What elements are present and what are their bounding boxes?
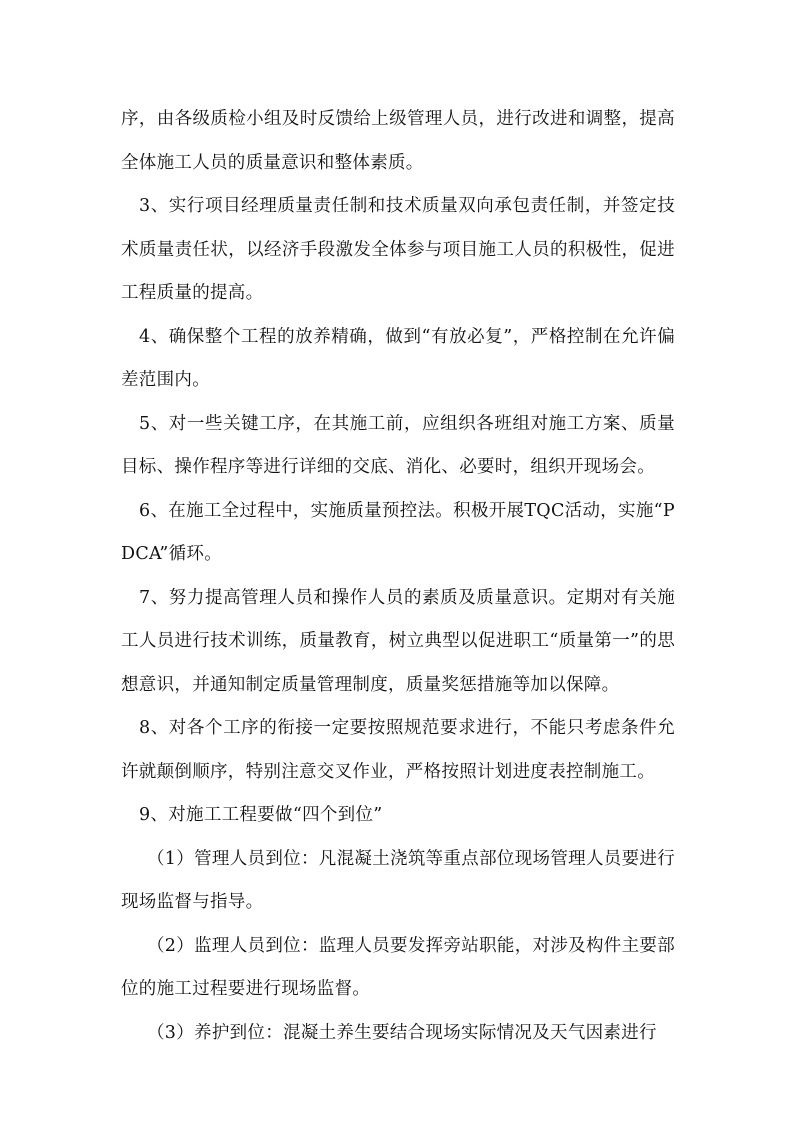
paragraph-subitem-1: （1）管理人员到位：凡混凝土浇筑等重点部位现场管理人员要进行现场监督与指导。 xyxy=(121,848,675,912)
paragraph-item-8: 8、对各个工序的衔接一定要按照规范要求进行，不能只考虑条件允许就颠倒顺序，特别注意交叉作业，严格按照计划进度表控制施工。 xyxy=(121,718,675,782)
paragraph-item-4: 4、确保整个工程的放养精确，做到“有放必复”，严格控制在允许偏差范围内。 xyxy=(121,326,675,390)
paragraph-item-9: 9、对施工工程要做“四个到位” xyxy=(139,805,383,825)
paragraph-item-7: 7、努力提高管理人员和操作人员的素质及质量意识。定期对有关施工人员进行技术训练，质量教育，树立典型以促进职工“质量第一”的思想意识，并通知制定质量管理制度，质量奖惩措施等加以保障。 xyxy=(121,587,675,695)
paragraph-continued: 序，由各级质检小组及时反馈给上级管理人员，进行改进和调整，提高全体施工人员的质量意识和整体素质。 xyxy=(121,109,675,173)
paragraph-subitem-3: （3）养护到位：混凝土养生要结合现场实际情况及天气因素进行 xyxy=(147,1022,657,1043)
paragraph-item-5: 5、对一些关键工序，在其施工前，应组织各班组对施工方案、质量目标、操作程序等进行详细的交底、消化、必要时，组织开现场会。 xyxy=(121,413,675,477)
paragraph-item-6: 6、在施工全过程中，实施质量预控法。积极开展TQC活动，实施“PDCA”循环。 xyxy=(121,500,675,564)
paragraph-item-3: 3、实行项目经理质量责任制和技术质量双向承包责任制，并签定技术质量责任状，以经济手段激发全体参与项目施工人员的积极性，促进工程质量的提高。 xyxy=(121,196,675,303)
paragraph-subitem-2: （2）监理人员到位：监理人员要发挥旁站职能，对涉及构件主要部位的施工过程要进行现场监督。 xyxy=(121,935,675,999)
document-body xyxy=(121,98,675,1055)
